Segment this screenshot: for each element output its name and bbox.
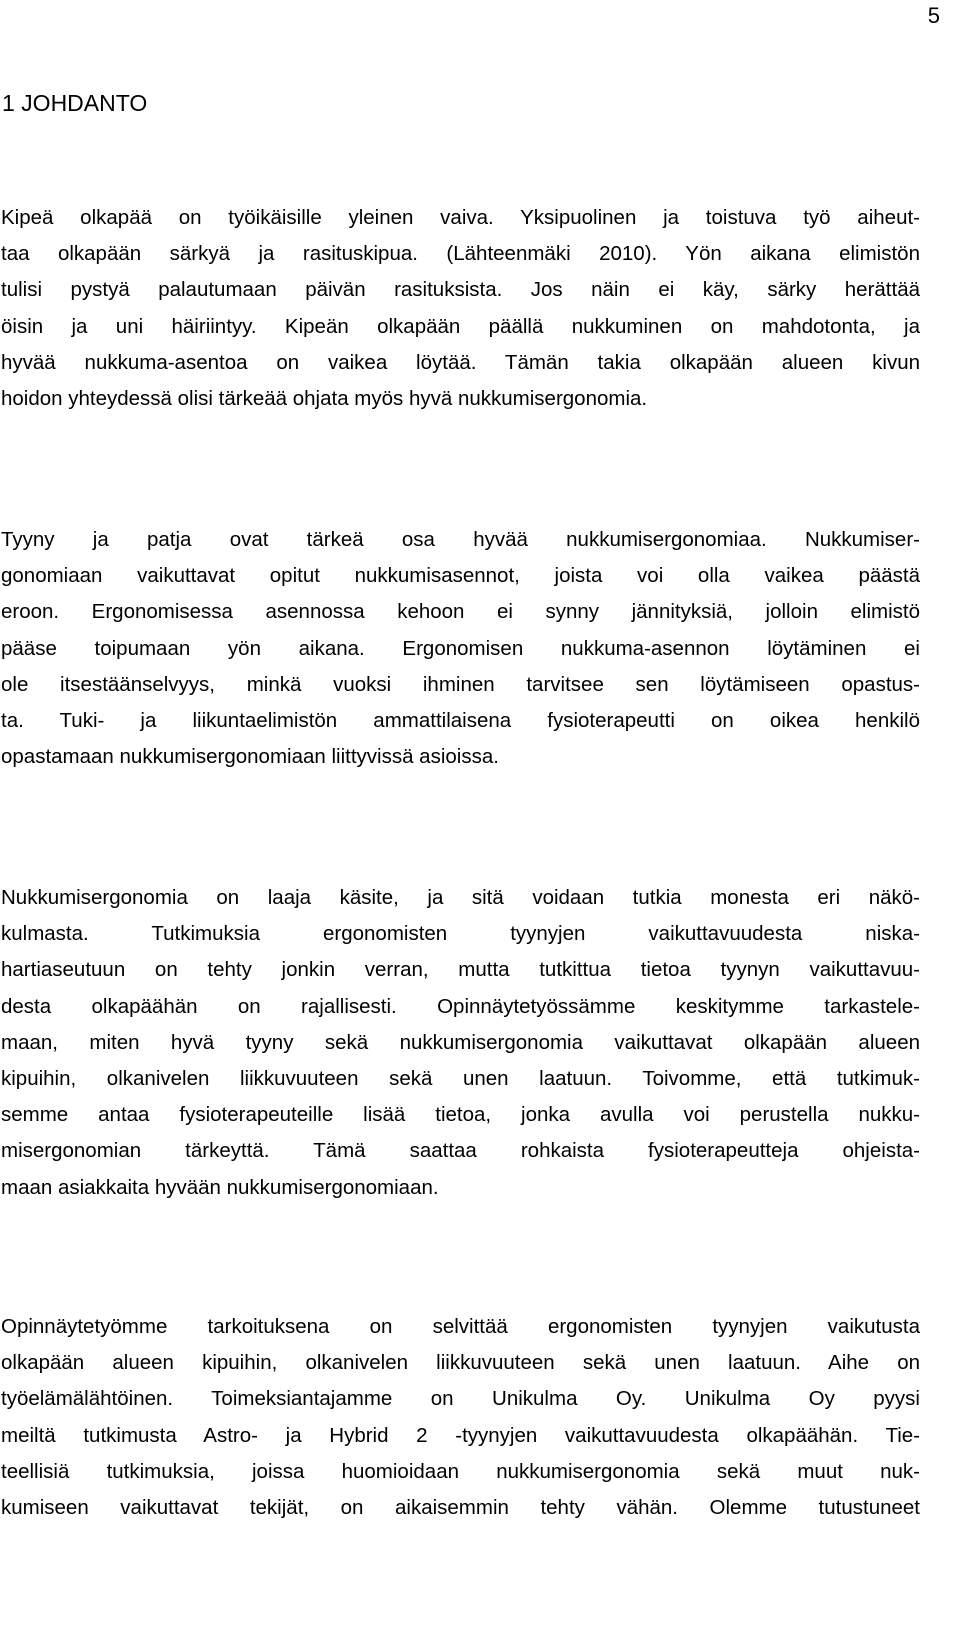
text-line: ole itsestäänselvyys, minkä vuoksi ihminen tarvitsee sen löytämiseen opastus- (1, 672, 920, 696)
text-line: kulmasta. Tutkimuksia ergonomisten tyynyjen vaikuttavuudesta niska- (1, 922, 920, 946)
text-line: taa olkapään särkyä ja rasituskipua. (Lähteenmäki 2010). Yön aikana elimistön (1, 242, 920, 266)
text-line: kumiseen vaikuttavat tekijät, on aikaisemmin tehty vähän. Olemme tutustuneet (1, 1495, 920, 1519)
text-line: ta. Tuki- ja liikuntaelimistön ammattilaisena fysioterapeutti on oikea henkilö (1, 708, 920, 732)
text-line: kipuihin, olkanivelen liikkuvuuteen sekä unen laatuun. Toivomme, että tutkimuk- (1, 1066, 920, 1090)
paragraph-4 (1, 1309, 920, 1526)
text-line: Kipeä olkapää on työikäisille yleinen vaiva. Yksipuolinen ja toistuva työ aiheut- (1, 206, 920, 229)
page-number: 5 (927, 3, 940, 28)
text-line: opastamaan nukkumisergonomiaan liittyvissä asioissa. (1, 745, 499, 769)
text-line: semme antaa fysioterapeuteille lisää tietoa, jonka avulla voi perustella nukku- (1, 1103, 920, 1127)
paragraph-1 (1, 200, 920, 417)
text-line: työelämälähtöinen. Toimeksiantajamme on Unikulma Oy. Unikulma Oy pyysi (1, 1387, 920, 1411)
text-line: Nukkumisergonomia on laaja käsite, ja sitä voidaan tutkia monesta eri näkö- (1, 886, 920, 909)
paragraph-2 (1, 522, 920, 775)
text-line: öisin ja uni häiriintyy. Kipeän olkapään päällä nukkuminen on mahdotonta, ja (1, 314, 920, 338)
text-line: desta olkapäähän on rajallisesti. Opinnäytetyössämme keskitymme tarkastele- (1, 994, 920, 1018)
text-line: teellisiä tutkimuksia, joissa huomioidaan nukkumisergonomia sekä muut nuk- (1, 1459, 920, 1483)
text-line: Opinnäytetyömme tarkoituksena on selvittää ergonomisten tyynyjen vaikutusta (1, 1315, 920, 1338)
text-line: gonomiaan vaikuttavat opitut nukkumisasennot, joista voi olla vaikea päästä (1, 564, 920, 588)
text-line: pääse toipumaan yön aikana. Ergonomisen nukkuma-asennon löytäminen ei (1, 636, 920, 660)
text-line: hyvää nukkuma-asentoa on vaikea löytää. Tämän takia olkapään alueen kivun (1, 350, 920, 374)
text-line: hoidon yhteydessä olisi tärkeää ohjata myös hyvä nukkumisergonomia. (1, 386, 648, 410)
text-line: meiltä tutkimusta Astro- ja Hybrid 2 -tyynyjen vaikuttavuudesta olkapäähän. Tie- (1, 1423, 920, 1447)
text-line: hartiaseutuun on tehty jonkin verran, mutta tutkittua tietoa tyynyn vaikuttavuu- (1, 958, 920, 982)
text-line: maan, miten hyvä tyyny sekä nukkumisergonomia vaikuttavat olkapään alueen (1, 1030, 920, 1054)
text-line: maan asiakkaita hyvään nukkumisergonomiaan. (1, 1175, 439, 1199)
text-line: Tyyny ja patja ovat tärkeä osa hyvää nukkumisergonomiaa. Nukkumiser- (1, 528, 920, 551)
text-line: eroon. Ergonomisessa asennossa kehoon ei synny jännityksiä, jolloin elimistö (1, 600, 920, 624)
paragraph-3 (1, 880, 920, 1206)
text-line: tulisi pystyä palautumaan päivän rasituksista. Jos näin ei käy, särky herättää (1, 278, 920, 302)
text-line: misergonomian tärkeyttä. Tämä saattaa rohkaista fysioterapeutteja ohjeista- (1, 1139, 920, 1163)
text-line: olkapään alueen kipuihin, olkanivelen liikkuvuuteen sekä unen laatuun. Aihe on (1, 1351, 920, 1375)
chapter-heading: 1 JOHDANTO (2, 90, 148, 116)
